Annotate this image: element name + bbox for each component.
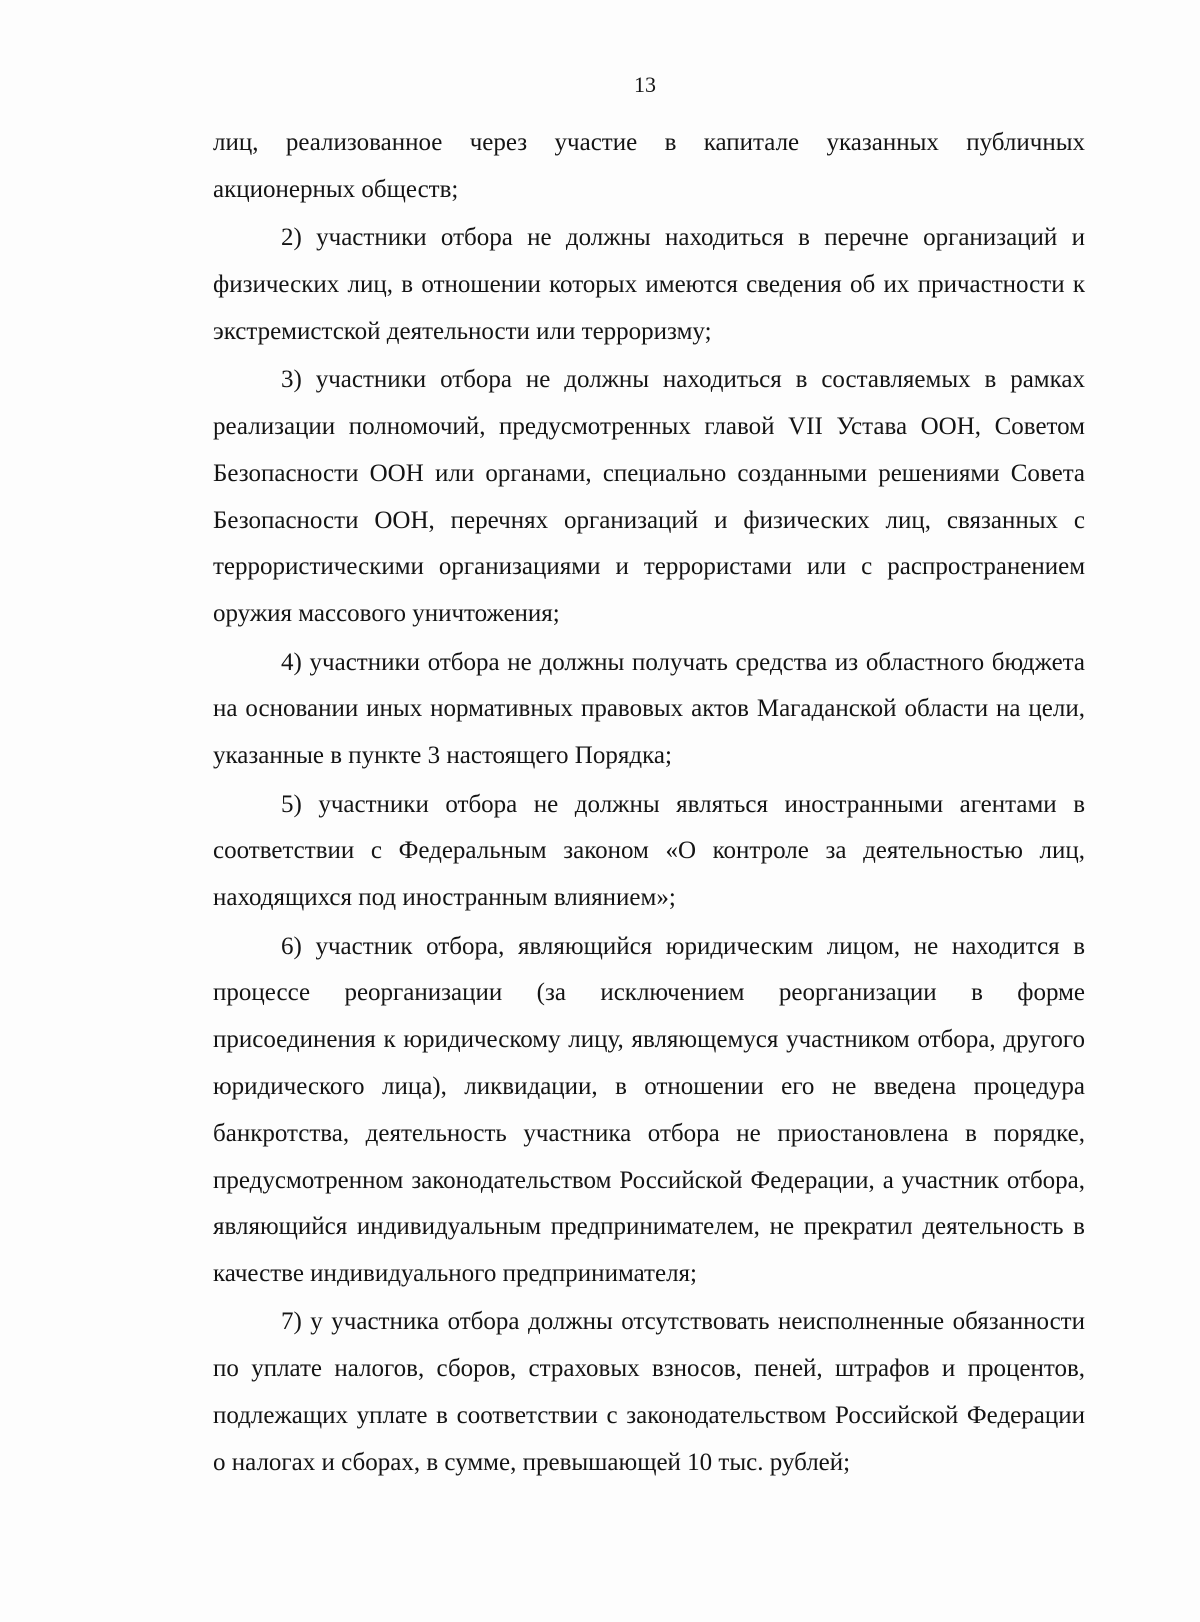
text-line: в процессе реорганизации (за исключением реорганизации в форме bbox=[213, 932, 1085, 1007]
document-body bbox=[213, 120, 1085, 1488]
text-line: 3) участники отбора не должны находиться в составляемых в рамках bbox=[281, 366, 1085, 394]
text-line: причастности к экстремистской деятельности или терроризму; bbox=[213, 270, 1086, 345]
paragraph bbox=[213, 215, 1085, 355]
text-line: и физических лиц, в отношении которых имеются сведения об их bbox=[213, 224, 1086, 298]
text-line: с законодательством Российской Федерации о налогах и сборах, в сумме, bbox=[213, 1402, 1085, 1476]
text-line: не прекратил деятельность в качестве индивидуального предпринимателя; bbox=[213, 1213, 1085, 1288]
text-line: обязанности по уплате налогов, сборов, страховых взносов, пеней, bbox=[213, 1308, 1085, 1383]
text-line: акционерных обществ; bbox=[213, 175, 459, 203]
paragraph bbox=[213, 924, 1085, 1298]
text-line: другого юридического лица), ликвидации, в отношении его не введена bbox=[213, 1026, 1085, 1100]
text-line: 2) участники отбора не должны находиться в перечне организаций bbox=[281, 224, 1058, 252]
text-line: 5) участники отбора не должны являться иностранными агентами bbox=[281, 790, 1057, 818]
text-line: превышающей 10 тыс. рублей; bbox=[522, 1448, 851, 1476]
text-line: штрафов и процентов, подлежащих уплате в соответствии bbox=[213, 1355, 1086, 1430]
text-line: и физических лиц, связанных с террористическими организациями bbox=[213, 506, 1085, 581]
paragraph bbox=[213, 357, 1085, 638]
text-line: 6) участник отбора, являющийся юридическим лицом, не находится bbox=[281, 932, 1060, 960]
text-line: в порядке, предусмотренном законодательством Российской Федерации, bbox=[213, 1119, 1086, 1194]
text-line: находящихся под иностранным влиянием»; bbox=[213, 884, 676, 912]
text-line: присоединения к юридическому лицу, являющемуся участником отбора, bbox=[213, 1026, 996, 1054]
text-line: в соответствии с Федеральным законом «О контроле за деятельностью лиц, bbox=[213, 790, 1085, 865]
text-line: 4) участники отбора не должны получать средства из областного bbox=[281, 648, 985, 676]
text-line: а участник отбора, являющийся индивидуальным предпринимателем, bbox=[213, 1166, 1086, 1241]
text-line: 7) у участника отбора должны отсутствовать неисполненные bbox=[281, 1308, 945, 1336]
page-number: 13 bbox=[634, 72, 656, 97]
text-line: реализации полномочий, предусмотренных главой VII Устава ООН, bbox=[213, 412, 982, 440]
text-line: бюджета на основании иных нормативных правовых актов Магаданской bbox=[213, 648, 1085, 723]
paragraph bbox=[213, 640, 1085, 780]
paragraph bbox=[213, 120, 1085, 214]
text-line: области на цели, указанные в пункте 3 настоящего Порядка; bbox=[213, 695, 1086, 770]
text-line: лиц, реализованное через участие в капитале указанных публичных bbox=[213, 129, 1085, 156]
text-line: Советом Безопасности ООН или органами, специально созданными bbox=[213, 412, 1085, 487]
paragraph bbox=[213, 1299, 1085, 1486]
paragraph bbox=[213, 782, 1085, 922]
text-line: и террористами или с распространением оружия массового уничтожения; bbox=[213, 553, 1086, 628]
text-line: процедура банкротства, деятельность участника отбора не приостановлена bbox=[213, 1072, 1086, 1147]
text-line: решениями Совета Безопасности ООН, перечнях организаций bbox=[213, 459, 1086, 534]
